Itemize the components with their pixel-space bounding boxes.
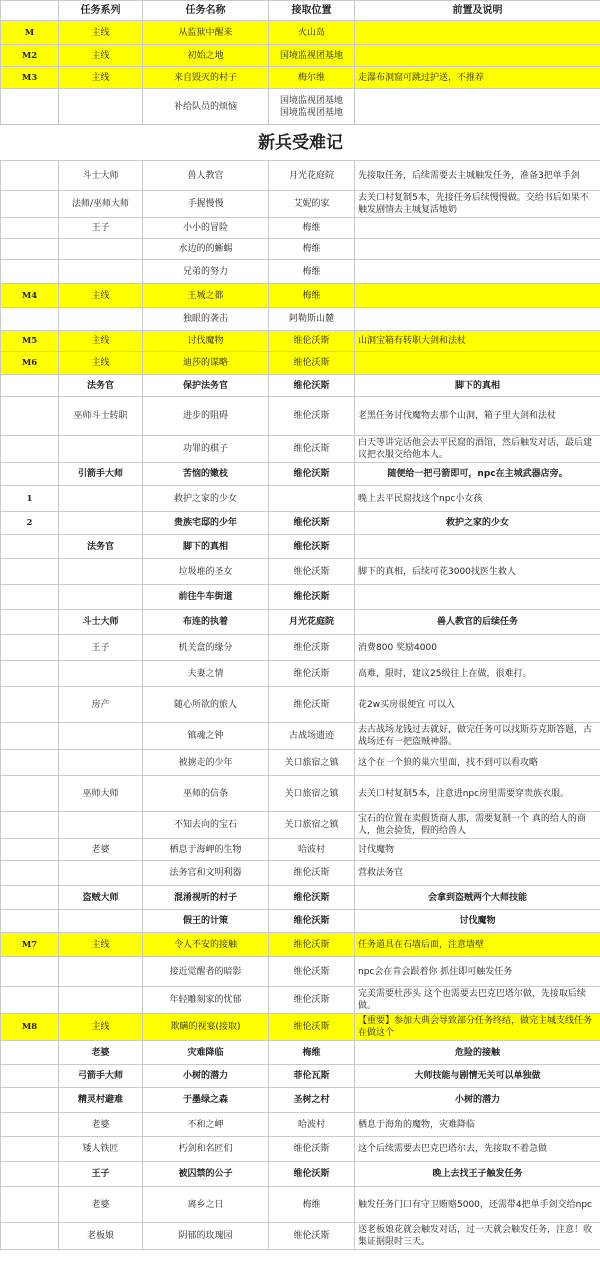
quest-series (59, 910, 143, 933)
quest-location: 梅维 (269, 218, 355, 239)
quest-notes: 脚下的真相，后续可花3000找医生救人 (355, 559, 600, 585)
row-index (1, 839, 59, 861)
quest-series: 老板娘 (59, 1223, 143, 1250)
quest-name: 独眼的袭击 (143, 308, 269, 331)
quest-notes: 花2w买房很便宜 可以入 (355, 687, 600, 723)
quest-location: 维伦沃斯 (269, 375, 355, 397)
quest-notes (355, 218, 600, 239)
quest-location: 维伦沃斯 (269, 559, 355, 585)
quest-location: 维伦沃斯 (269, 585, 355, 610)
quest-series: 巫师斗士转职 (59, 397, 143, 436)
quest-notes: 大师技能与剧情无关可以单独做 (355, 1065, 600, 1088)
quest-location: 维伦沃斯 (269, 352, 355, 375)
quest-series: 主线 (59, 45, 143, 67)
quest-name: 于墨绿之森 (143, 1088, 269, 1113)
quest-name: 苦恼的嫩枝 (143, 463, 269, 486)
row-index (1, 239, 59, 260)
table-row (1, 89, 600, 125)
quest-series: 矮人铁匠 (59, 1137, 143, 1162)
quest-name: 迪莎的谋略 (143, 352, 269, 375)
quest-name: 垃圾堆的圣女 (143, 559, 269, 585)
quest-series (59, 486, 143, 512)
row-index: M4 (1, 284, 59, 308)
quest-series: 巫师大师 (59, 776, 143, 812)
header-notes: 前置及说明 (355, 1, 600, 21)
quest-name: 兽人教官 (143, 161, 269, 191)
table-row (1, 21, 600, 45)
quest-name: 保护法务官 (143, 375, 269, 397)
quest-series: 主线 (59, 352, 143, 375)
header-quest-name: 任务名称 (143, 1, 269, 21)
quest-notes: 营救法务官 (355, 861, 600, 886)
quest-notes: 消费800 奖励4000 (355, 635, 600, 661)
quest-series: 主线 (59, 1014, 143, 1041)
quest-series (59, 750, 143, 776)
quest-location: 维伦沃斯 (269, 661, 355, 687)
quest-location: 维伦沃斯 (269, 397, 355, 436)
table-row (1, 375, 600, 397)
quest-name: 机关盒的缘分 (143, 635, 269, 661)
quest-notes: 晚上去找王子触发任务 (355, 1162, 600, 1187)
table-row (1, 1065, 600, 1088)
quest-name: 脚下的真相 (143, 535, 269, 559)
quest-location: 国境监视团基地 国境监视团基地 (269, 89, 355, 125)
table-row (1, 559, 600, 585)
quest-series: 法务官 (59, 535, 143, 559)
quest-notes (355, 352, 600, 375)
row-index (1, 463, 59, 486)
table-row (1, 723, 600, 750)
row-index (1, 723, 59, 750)
quest-series: 王子 (59, 218, 143, 239)
quest-name: 被囚禁的公子 (143, 1162, 269, 1187)
quest-notes: 【重要】参加大典会导致部分任务终结，做完主城支线任务在做这个 (355, 1014, 600, 1041)
quest-series: 斗士大师 (59, 161, 143, 191)
quest-location: 维伦沃斯 (269, 1223, 355, 1250)
row-index (1, 308, 59, 331)
quest-notes: 兽人教官的后续任务 (355, 610, 600, 635)
quest-notes (355, 45, 600, 67)
quest-notes: 讨伐魔物 (355, 910, 600, 933)
quest-location: 哈波村 (269, 839, 355, 861)
quest-location: 维伦沃斯 (269, 687, 355, 723)
quest-name: 小树的潜力 (143, 1065, 269, 1088)
table-row (1, 1113, 600, 1137)
quest-notes: 走瀑布洞窟可跳过护送，不推荐 (355, 67, 600, 89)
table-row (1, 933, 600, 957)
table-row (1, 812, 600, 839)
row-index (1, 886, 59, 910)
quest-location: 梅维 (269, 1187, 355, 1223)
quest-series: 精灵村避难 (59, 1088, 143, 1113)
quest-notes: 救护之家的少女 (355, 512, 600, 535)
quest-name: 灾难降临 (143, 1041, 269, 1065)
header-index-cell (1, 1, 59, 21)
quest-location: 梅维 (269, 260, 355, 284)
quest-series (59, 239, 143, 260)
quest-notes (355, 260, 600, 284)
quest-name: 混淆视听的村子 (143, 886, 269, 910)
quest-notes: 脚下的真相 (355, 375, 600, 397)
quest-series (59, 260, 143, 284)
quest-series (59, 861, 143, 886)
table-row (1, 239, 600, 260)
quest-name: 年轻雕刻家的忧郁 (143, 987, 269, 1014)
quest-location: 维伦沃斯 (269, 463, 355, 486)
quest-notes (355, 535, 600, 559)
quest-location: 梅维 (269, 284, 355, 308)
quest-notes: 完美需要杜莎头 这个也需要去巴克巴塔尔做，先接取后续做。 (355, 987, 600, 1014)
table-row (1, 67, 600, 89)
table-row (1, 161, 600, 191)
quest-location: 维伦沃斯 (269, 512, 355, 535)
quest-notes: 先接取任务，后续需要去主城触发任务，准备3把单手剑 (355, 161, 600, 191)
quest-name: 水边的的蜥蜴 (143, 239, 269, 260)
row-index (1, 585, 59, 610)
quest-notes: 去关口村复制5本，注意进npc房里需要穿贵族衣服。 (355, 776, 600, 812)
row-index (1, 1065, 59, 1088)
table-row (1, 1137, 600, 1162)
table-row (1, 1223, 600, 1250)
row-index (1, 687, 59, 723)
table-row (1, 750, 600, 776)
table-row (1, 352, 600, 375)
quest-series: 老婆 (59, 1041, 143, 1065)
row-index: 1 (1, 486, 59, 512)
quest-name: 不和之岬 (143, 1113, 269, 1137)
row-index (1, 436, 59, 463)
quest-notes: 随便给一把弓箭即可，npc在主城武器店旁。 (355, 463, 600, 486)
quest-name: 不知去向的宝石 (143, 812, 269, 839)
quest-notes (355, 308, 600, 331)
quest-location: 古战场遗迹 (269, 723, 355, 750)
quest-name: 功罪的棋子 (143, 436, 269, 463)
quest-notes: 去古战场龙钱过去就好，做完任务可以找斯芬克斯答题，古战场还有一把盗贼神器。 (355, 723, 600, 750)
quest-series: 主线 (59, 21, 143, 45)
quest-notes: 这个后续需要去巴克巴塔尔去，先接取不着急做 (355, 1137, 600, 1162)
quest-location: 关口旅宿之镇 (269, 776, 355, 812)
row-index: M3 (1, 67, 59, 89)
quest-name: 前往牛车街道 (143, 585, 269, 610)
table-row (1, 463, 600, 486)
table-row (1, 1088, 600, 1113)
row-index (1, 1137, 59, 1162)
quest-location: 维伦沃斯 (269, 861, 355, 886)
header-series: 任务系列 (59, 1, 143, 21)
quest-name: 镇魂之钟 (143, 723, 269, 750)
row-index (1, 957, 59, 987)
header-row (1, 1, 600, 21)
quest-location: 维伦沃斯 (269, 436, 355, 463)
quest-notes: 白天等讲完话他会去平民窟的酒馆，然后触发对话，最后建议把衣服交给他本人。 (355, 436, 600, 463)
quest-notes: 危险的接触 (355, 1041, 600, 1065)
table-row (1, 260, 600, 284)
table-row (1, 284, 600, 308)
quest-name: 被掳走的少年 (143, 750, 269, 776)
row-index (1, 1088, 59, 1113)
table-row (1, 987, 600, 1014)
quest-name: 补给队员的烦恼 (143, 89, 269, 125)
row-index (1, 89, 59, 125)
quest-location: 梅维 (269, 1041, 355, 1065)
quest-series: 房产 (59, 687, 143, 723)
section-title: 新兵受难记 (1, 125, 600, 161)
row-index: M5 (1, 331, 59, 352)
quest-series (59, 661, 143, 687)
quest-location: 月光花庭院 (269, 610, 355, 635)
quest-name: 贵族宅邸的少年 (143, 512, 269, 535)
quest-series: 主线 (59, 331, 143, 352)
table-row (1, 308, 600, 331)
table-row (1, 910, 600, 933)
row-index (1, 260, 59, 284)
quest-series (59, 512, 143, 535)
quest-location: 维伦沃斯 (269, 957, 355, 987)
row-index (1, 535, 59, 559)
quest-location: 梅尔维 (269, 67, 355, 89)
quest-notes: 老黑任务讨伐魔物去那个山洞，箱子里大剑和法杖 (355, 397, 600, 436)
quest-name: 随心所欲的旅人 (143, 687, 269, 723)
quest-name: 小小的冒险 (143, 218, 269, 239)
table-row (1, 839, 600, 861)
quest-series: 引箭手大师 (59, 463, 143, 486)
quest-location: 维伦沃斯 (269, 535, 355, 559)
quest-series: 法务官 (59, 375, 143, 397)
quest-notes: 去关口村复制5本，先接任务后续慢慢做。交给书后如果不触发剧情去主城复活她奶 (355, 191, 600, 218)
quest-series: 王子 (59, 1162, 143, 1187)
row-index (1, 375, 59, 397)
quest-notes: 山洞宝箱有转职大剑和法杖 (355, 331, 600, 352)
table-row (1, 1014, 600, 1041)
table-row (1, 436, 600, 463)
quest-series: 主线 (59, 284, 143, 308)
row-index (1, 610, 59, 635)
quest-notes: 任务道具在石墙后面，注意墙壁 (355, 933, 600, 957)
quest-notes: 会拿到盗贼两个大师技能 (355, 886, 600, 910)
quest-location: 维伦沃斯 (269, 1137, 355, 1162)
quest-location: 维伦沃斯 (269, 1162, 355, 1187)
quest-name: 救护之家的少女 (143, 486, 269, 512)
quest-notes: 栖息于海角的魔物，灾难降临 (355, 1113, 600, 1137)
quest-name: 布连的执着 (143, 610, 269, 635)
quest-series: 老婆 (59, 1187, 143, 1223)
table-row (1, 535, 600, 559)
quest-location: 维伦沃斯 (269, 635, 355, 661)
row-index (1, 191, 59, 218)
quest-notes (355, 284, 600, 308)
row-index (1, 635, 59, 661)
quest-name: 离乡之日 (143, 1187, 269, 1223)
table-row (1, 776, 600, 812)
row-index: M7 (1, 933, 59, 957)
quest-name: 法务官和文明利器 (143, 861, 269, 886)
table-row (1, 486, 600, 512)
quest-notes: 这个在一个狼的巢穴里面，找不到可以看攻略 (355, 750, 600, 776)
quest-name: 进步的阻碍 (143, 397, 269, 436)
quest-series: 盗贼大师 (59, 886, 143, 910)
quest-name: 栖息于海岬的生物 (143, 839, 269, 861)
quest-location (269, 486, 355, 512)
quest-location: 菲伦瓦斯 (269, 1065, 355, 1088)
table-row (1, 610, 600, 635)
quest-location: 哈波村 (269, 1113, 355, 1137)
quest-series: 老婆 (59, 839, 143, 861)
quest-series: 主线 (59, 67, 143, 89)
table-row (1, 331, 600, 352)
table-row (1, 218, 600, 239)
quest-notes: 小树的潜力 (355, 1088, 600, 1113)
quest-location: 阿勒斯山麓 (269, 308, 355, 331)
quest-name: 假王的计策 (143, 910, 269, 933)
quest-name: 令人不安的接触 (143, 933, 269, 957)
row-index (1, 1162, 59, 1187)
table-row (1, 512, 600, 535)
quest-location: 梅维 (269, 239, 355, 260)
quest-location: 火山岛 (269, 21, 355, 45)
row-index (1, 910, 59, 933)
quest-location: 维伦沃斯 (269, 910, 355, 933)
table-row (1, 886, 600, 910)
quest-notes (355, 239, 600, 260)
quest-name: 巫师的信条 (143, 776, 269, 812)
quest-series: 主线 (59, 933, 143, 957)
quest-location: 维伦沃斯 (269, 331, 355, 352)
quest-series (59, 89, 143, 125)
quest-location: 国境监视团基地 (269, 45, 355, 67)
quest-series: 王子 (59, 635, 143, 661)
row-index (1, 776, 59, 812)
quest-notes: 送老板娘花就会触发对话，过一天就会触发任务，注意！收集证据限时三天。 (355, 1223, 600, 1250)
row-index (1, 1113, 59, 1137)
quest-location: 艾妮的家 (269, 191, 355, 218)
table-row (1, 1162, 600, 1187)
quest-location: 月光花庭院 (269, 161, 355, 191)
table-row (1, 687, 600, 723)
quest-series: 弓箭手大师 (59, 1065, 143, 1088)
quest-name: 欺瞒的视宴(接取) (143, 1014, 269, 1041)
table-row (1, 957, 600, 987)
quest-notes: 晚上去平民窟找这个npc小女孩 (355, 486, 600, 512)
quest-series (59, 308, 143, 331)
row-index (1, 1041, 59, 1065)
quest-name: 夫妻之情 (143, 661, 269, 687)
table-row (1, 585, 600, 610)
table-row (1, 45, 600, 67)
row-index (1, 987, 59, 1014)
quest-series (59, 585, 143, 610)
quest-notes: npc会在肯会跟着你 抓住即可触发任务 (355, 957, 600, 987)
row-index (1, 218, 59, 239)
quest-series (59, 723, 143, 750)
row-index (1, 750, 59, 776)
quest-name: 手握慢慢 (143, 191, 269, 218)
quest-notes: 触发任务门口有守卫贿赂5000，还需带4把单手剑交给npc (355, 1187, 600, 1223)
row-index (1, 559, 59, 585)
table-row (1, 661, 600, 687)
quest-name: 初始之地 (143, 45, 269, 67)
quest-name: 来自毁灭的村子 (143, 67, 269, 89)
table-row (1, 635, 600, 661)
quest-series (59, 957, 143, 987)
row-index (1, 661, 59, 687)
quest-series (59, 812, 143, 839)
quest-series (59, 987, 143, 1014)
quest-name: 朽剑和名匠们 (143, 1137, 269, 1162)
quest-name: 接近觉醒者的暗影 (143, 957, 269, 987)
quest-location: 维伦沃斯 (269, 1014, 355, 1041)
quest-series: 斗士大师 (59, 610, 143, 635)
quest-series (59, 436, 143, 463)
quest-name: 从监狱中醒来 (143, 21, 269, 45)
row-index (1, 161, 59, 191)
quest-location: 关口旅宿之镇 (269, 750, 355, 776)
section-title-row (1, 125, 600, 161)
quest-series: 老婆 (59, 1113, 143, 1137)
row-index (1, 1187, 59, 1223)
table-row (1, 861, 600, 886)
row-index (1, 397, 59, 436)
quest-notes: 讨伐魔物 (355, 839, 600, 861)
quest-location: 维伦沃斯 (269, 987, 355, 1014)
quest-series (59, 559, 143, 585)
table-row (1, 191, 600, 218)
quest-notes: 高难，限时，建议25级往上在做，很难打。 (355, 661, 600, 687)
row-index (1, 1223, 59, 1250)
quest-name: 兄弟的努力 (143, 260, 269, 284)
quest-series: 法师/巫师大师 (59, 191, 143, 218)
quest-notes: 宝石的位置在卖假货商人那，需要复制一个 真的给人的商人，他会验货，假的给兽人 (355, 812, 600, 839)
quest-name: 阴郁的玫瑰园 (143, 1223, 269, 1250)
row-index: 2 (1, 512, 59, 535)
quest-notes (355, 585, 600, 610)
table-row (1, 397, 600, 436)
quest-name: 王城之都 (143, 284, 269, 308)
row-index: M6 (1, 352, 59, 375)
quest-location: 圣树之村 (269, 1088, 355, 1113)
quest-location: 关口旅宿之镇 (269, 812, 355, 839)
table-row (1, 1041, 600, 1065)
quest-table-body (1, 1, 600, 1250)
quest-name: 讨伐魔物 (143, 331, 269, 352)
quest-location: 维伦沃斯 (269, 933, 355, 957)
row-index: M2 (1, 45, 59, 67)
table-row (1, 1187, 600, 1223)
row-index (1, 812, 59, 839)
header-location: 接取位置 (269, 1, 355, 21)
quest-notes (355, 89, 600, 125)
row-index: M8 (1, 1014, 59, 1041)
quest-notes (355, 21, 600, 45)
row-index (1, 861, 59, 886)
quest-location: 维伦沃斯 (269, 886, 355, 910)
row-index: M (1, 21, 59, 45)
